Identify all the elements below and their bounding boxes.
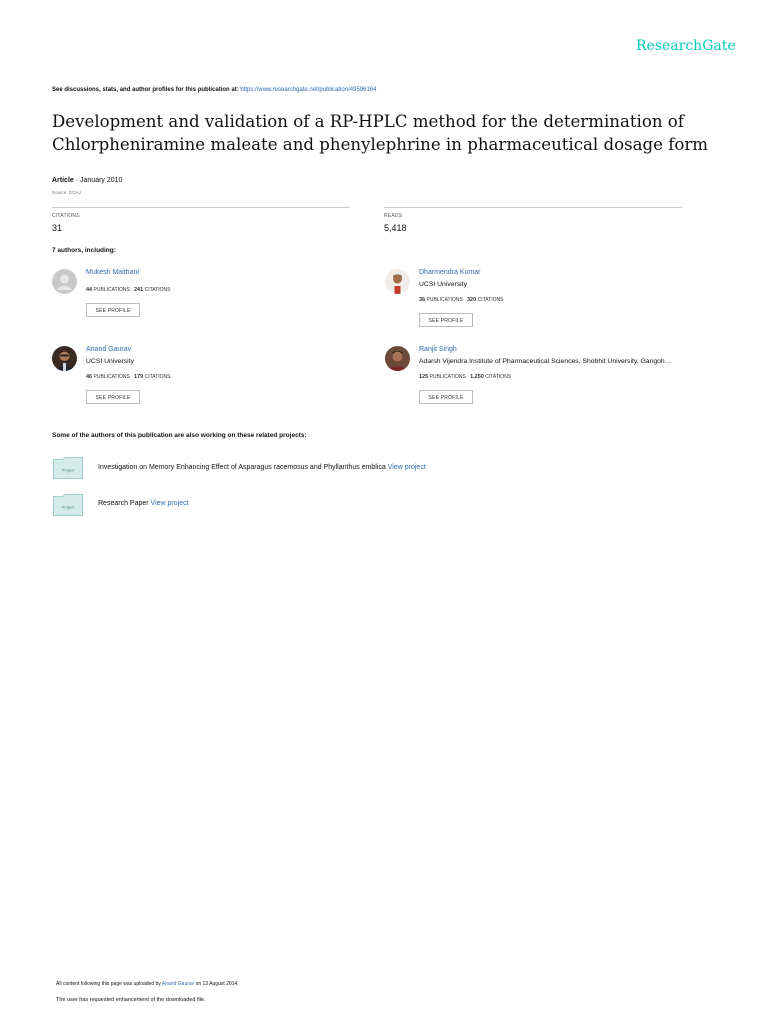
project-row [98, 464, 426, 471]
see-profile-button[interactable]: SEE PROFILE [419, 390, 473, 404]
author-stats [419, 297, 504, 303]
author-photo[interactable] [52, 346, 77, 371]
citations-label: CITATIONS [485, 374, 512, 380]
project-title: Investigation on Memory Enhancing Effect of Asparagus racemosus and Phyllanthus emblica [98, 464, 386, 471]
project-folder-icon[interactable] [53, 494, 83, 516]
enhancement-note: The user has requested enhancement of the downloaded file. [56, 997, 206, 1003]
publications-count: 36 [419, 297, 426, 303]
author-name-link[interactable]: Dharmendra Kumar [419, 269, 481, 276]
author-institution: UCSI University [419, 281, 467, 288]
author-stats [86, 287, 171, 293]
author-stats [86, 374, 171, 380]
upload-prefix: All content following this page was uploaded by [56, 981, 161, 987]
citations-count: 320 [467, 297, 477, 303]
project-icon-label: Project [61, 504, 75, 510]
project-title: Research Paper [98, 500, 149, 507]
publications-label: PUBLICATIONS [426, 297, 463, 303]
publications-label: PUBLICATIONS [93, 287, 130, 293]
author-institution: UCSI University [86, 358, 134, 365]
author-photo[interactable] [385, 269, 410, 294]
view-project-link[interactable]: View project [387, 464, 426, 471]
publications-label: PUBLICATIONS [429, 374, 466, 380]
project-row [98, 500, 189, 507]
paper-source: Source: DOAJ [52, 190, 81, 195]
view-project-link[interactable]: View project [150, 500, 189, 507]
paper-type: Article [52, 177, 74, 184]
researchgate-logo[interactable]: ResearchGate [636, 38, 736, 54]
see-profile-button[interactable]: SEE PROFILE [419, 313, 473, 327]
authors-heading: 7 authors, including: [52, 247, 116, 254]
paper-meta [52, 177, 122, 184]
reads-label: READS [384, 213, 403, 219]
author-name-link[interactable]: Ranjit Singh [419, 346, 457, 353]
author-institution: Adarsh Vijendra Institute of Pharmaceutical Sciences, Shobhit University, Gangoh… [419, 358, 672, 365]
see-profile-button[interactable]: SEE PROFILE [86, 390, 140, 404]
author-photo[interactable] [385, 346, 410, 371]
see-profile-button[interactable]: SEE PROFILE [86, 303, 140, 317]
citations-label: CITATIONS [144, 287, 171, 293]
upload-note [56, 981, 239, 987]
publication-url-link[interactable]: https://www.researchgate.net/publication/49596164 [240, 87, 377, 93]
citations-label: CITATIONS [477, 297, 504, 303]
paper-date: · January 2010 [73, 177, 123, 184]
citations-label: CITATIONS [144, 374, 171, 380]
citations-label: CITATIONS [52, 213, 80, 219]
author-name-link[interactable]: Mukesh Maithani [86, 269, 139, 276]
publications-count: 46 [86, 374, 93, 380]
author-stats [419, 374, 511, 380]
reads-value: 5,418 [384, 223, 407, 233]
project-icon-label: Project [61, 467, 75, 473]
author-name-link[interactable]: Anand Gaurav [86, 346, 132, 353]
citations-count: 179 [134, 374, 144, 380]
paper-title: Development and validation of a RP-HPLC method for the determination of Chlorpheniramine maleate and phenylephrine in pharmaceutical dosage form [52, 112, 709, 154]
citations-divider [52, 207, 350, 208]
citations-count: 1,250 [470, 374, 484, 380]
citations-count: 241 [134, 287, 144, 293]
project-folder-icon[interactable] [53, 457, 83, 479]
publications-count: 44 [86, 287, 93, 293]
upload-suffix: on 13 August 2014. [195, 981, 239, 987]
publications-count: 125 [419, 374, 429, 380]
projects-heading: Some of the authors of this publication are also working on these related projects: [52, 432, 307, 439]
citations-value: 31 [52, 223, 63, 233]
uploader-link[interactable]: Anand Gaurav [161, 981, 195, 987]
publications-label: PUBLICATIONS [93, 374, 130, 380]
reads-divider [384, 207, 682, 208]
placeholder-avatar-icon[interactable] [52, 269, 77, 294]
discussion-line [52, 87, 376, 93]
discussion-lead: See discussions, stats, and author profiles for this publication at: [52, 87, 239, 93]
